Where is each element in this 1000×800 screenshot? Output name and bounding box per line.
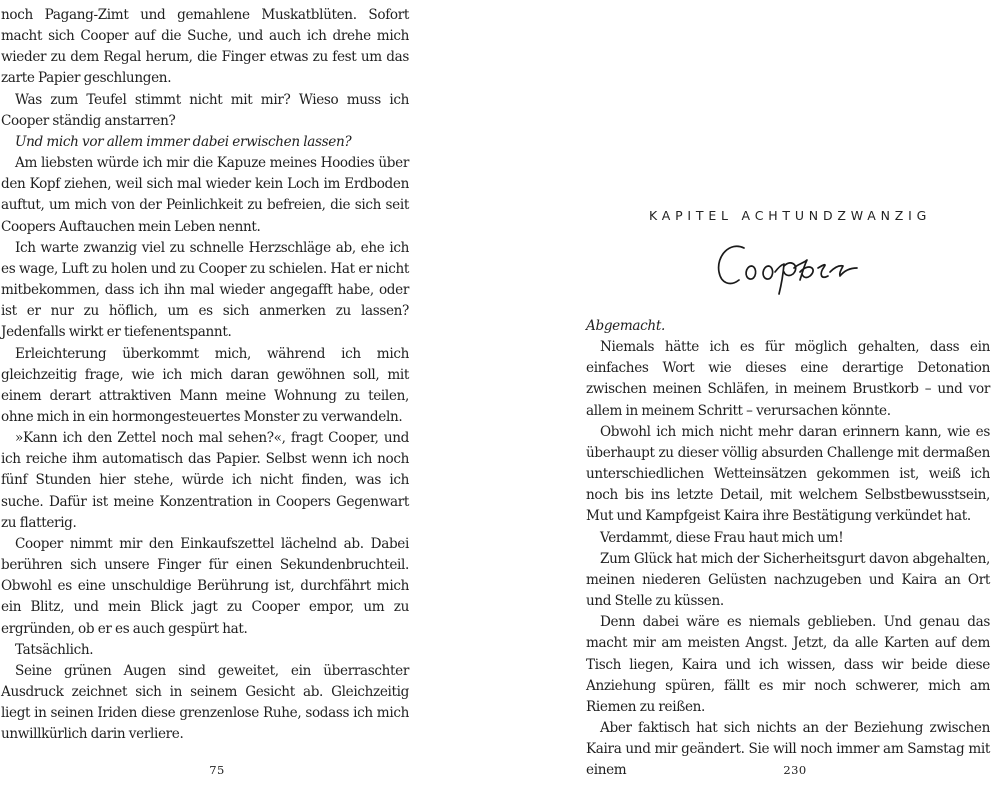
paragraph: Aber faktisch hat sich nichts an der Beziehung zwischen Kaira und mir geändert. Sie will noch immer am Samstag mit einem [586, 719, 990, 779]
paragraph: »Kann ich den Zettel noch mal sehen?«, fragt Cooper, und ich reiche ihm automatisch das Papier. Selbst wenn ich noch fünf Stunden hier stehe, würde ich nicht finden, was ich suche. Dafür ist meine Konzentration in Coopers Gegenwart zu flatterig. [1, 430, 409, 531]
paragraph: Tatsächlich. [15, 641, 94, 658]
paragraph: Ich warte zwanzig viel zu schnelle Herzschläge ab, ehe ich es wage, Luft zu holen und zu Cooper zu schielen. Hat er nicht mitbekommen, dass ich ihn mal wieder angegafft habe, oder ist er nur zu höflich, um es sich anmerken zu lassen? Jedenfalls wirkt er tiefenentspannt. [1, 239, 409, 341]
italic-paragraph: Und mich vor allem immer dabei erwischen lassen? [15, 133, 352, 150]
paragraph: Cooper nimmt mir den Einkaufszettel lächelnd ab. Dabei berühren sich unsere Finger für einen Sekundenbruchteil. Obwohl es eine unschuldige Berührung ist, durchfährt mich ein Blitz, und mein Blick jagt zu Cooper empor, um zu ergründen, ob er es auch gespürt hat. [1, 535, 409, 637]
chapter-label: KAPITEL ACHTUNDZWANZIG [648, 208, 932, 223]
italic-paragraph: Abgemacht. [586, 318, 665, 334]
left-page [0, 0, 420, 800]
right-page-text [586, 316, 990, 781]
paragraph: Am liebsten würde ich mir die Kapuze meines Hoodies über den Kopf ziehen, weil sich mal wieder kein Loch im Erdboden auftut, um mich von der Peinlichkeit zu befreien, die sich seit Coopers Auftauchen mein Leben nennt. [1, 155, 409, 235]
paragraph: Denn dabei wäre es niemals geblieben. Und genau das macht mir am meisten Angst. Jetzt, da alle Karten auf dem Tisch liegen, Kaira und ich wissen, dass wir beide diese Anziehung spüren, fällt es mir noch schwerer, mich am Riemen zu reißen. [586, 614, 990, 715]
paragraph: Was zum Teufel stimmt nicht mit mir? Wieso muss ich Cooper ständig anstarren? [1, 91, 409, 129]
chapter-name-handwriting [712, 236, 872, 298]
paragraph: Obwohl ich mich nicht mehr daran erinnern kann, wie es überhaupt zu dieser völlig absurden Challenge mit dermaßen unterschiedlichen Wetteinsätzen gekommen ist, weiß ich noch bis ins letzte Detail, mit welchem Selbstbewusstsein, Mut und Kampfgeist Kaira ihre Bestätigung verkündet hat. [586, 423, 990, 525]
paragraph: Erleichterung überkommt mich, während ich mich gleichzeitig frage, wie ich mich daran gewöhnen soll, mit einem derart attraktiven Mann meine Wohnung zu teilen, ohne mich in ein hormongesteuertes Monster zu verwandeln. [1, 345, 409, 425]
chapter-name-script [712, 236, 872, 298]
page-number: 230 [783, 763, 807, 777]
page-number: 75 [209, 763, 225, 777]
paragraph: noch Pagang-Zimt und gemahlene Muskatblüten. Sofort macht sich Cooper auf die Suche, und auch ich drehe mich wieder zu dem Regal herum, die Finger etwas zu fest um das zarte Papier geschlungen. [1, 7, 409, 87]
paragraph: Verdammt, diese Frau haut mich um! [600, 529, 844, 546]
paragraph: Seine grünen Augen sind geweitet, ein überraschter Ausdruck zeichnet sich in seinem Gesicht ab. Gleichzeitig liegt in seinen Iriden diese grenzenlose Ruhe, sodass ich mich unwillkürlich darin verliere. [1, 662, 409, 743]
paragraph: Zum Glück hat mich der Sicherheitsgurt davon abgehalten, meinen niederen Gelüsten nachzugeben und Kaira an Ort und Stelle zu küssen. [586, 550, 990, 610]
paragraph: Niemals hätte ich es für möglich gehalten, dass ein einfaches Wort wie dieses eine derartige Detonation zwischen meinen Schläfen, in meinem Brustkorb – und vor allem in meinem Schritt – verursachen könnte. [586, 339, 990, 419]
right-page [580, 0, 1000, 800]
left-page-text [1, 5, 409, 745]
